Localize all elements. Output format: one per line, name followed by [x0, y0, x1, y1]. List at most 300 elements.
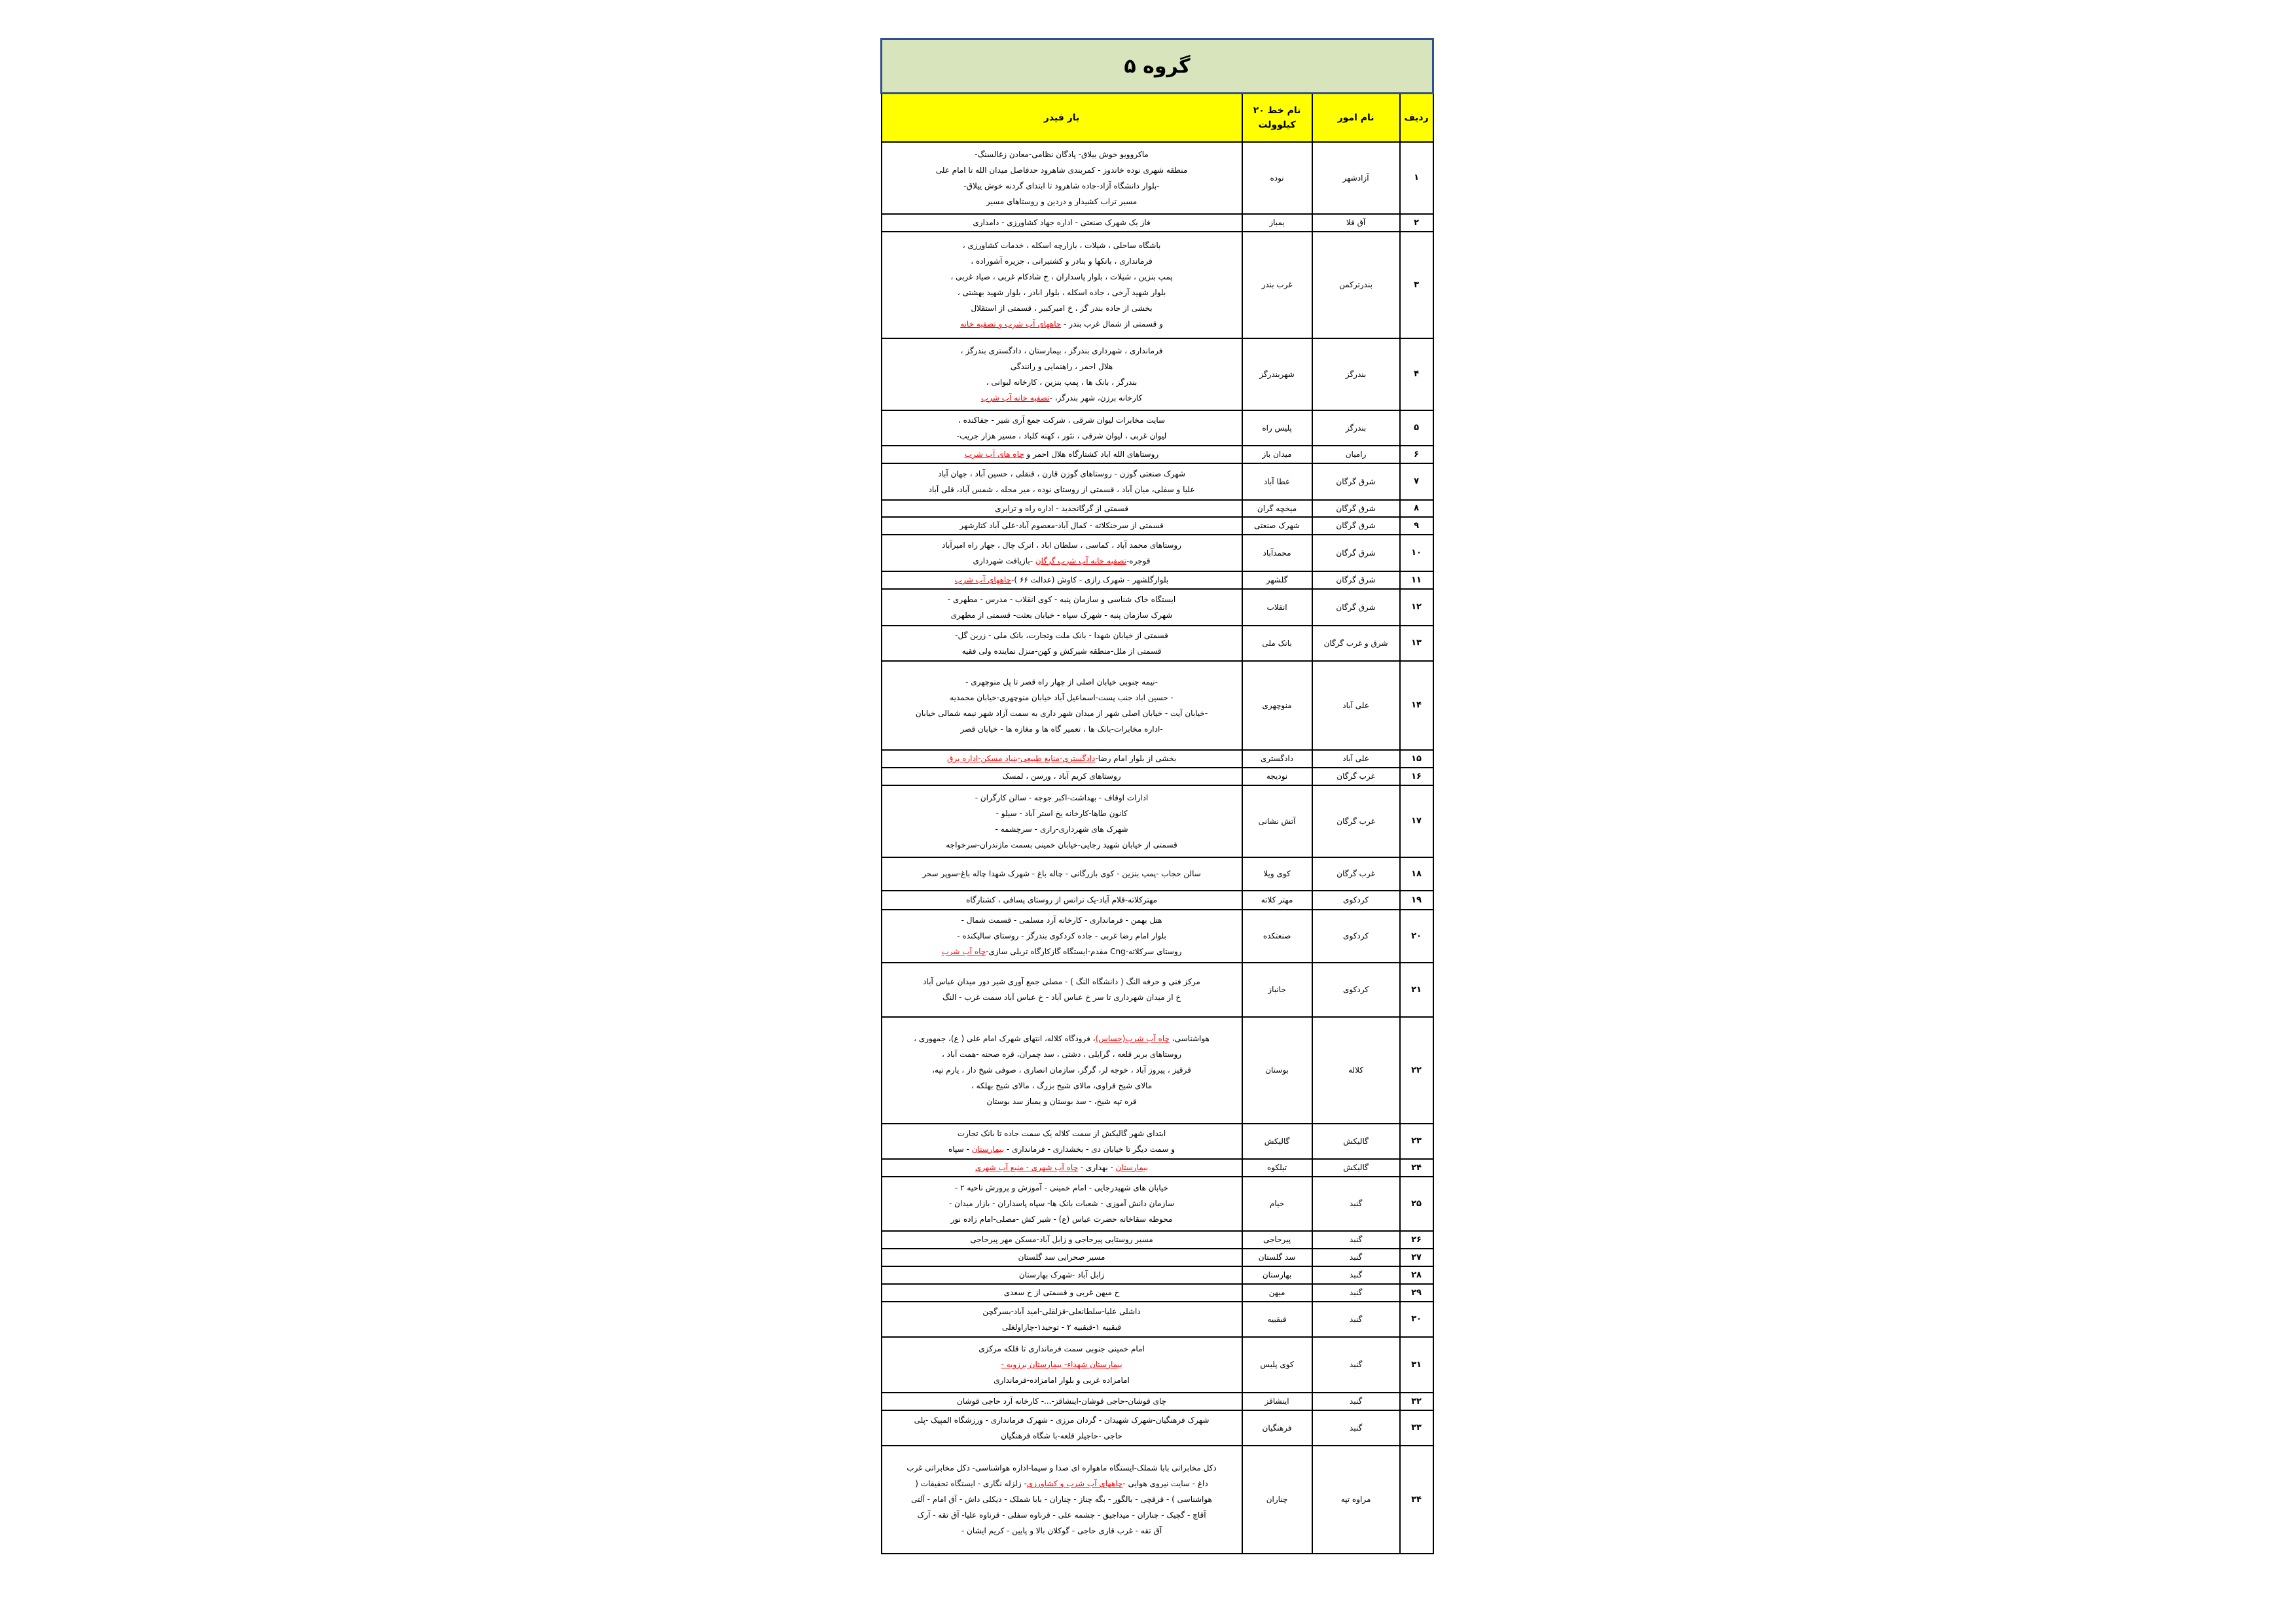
line-name: نودیجه [1242, 768, 1312, 785]
feeder-line [885, 553, 1239, 569]
affairs-name: مراوه تپه [1312, 1446, 1400, 1554]
feeder-line [885, 1211, 1239, 1227]
line-name: شهربندرگز [1242, 338, 1312, 410]
row-number: ۱۶ [1400, 768, 1433, 785]
line-name: سد گلستان [1242, 1249, 1312, 1266]
feeder-line [885, 194, 1239, 209]
feeder-text: خ میهن غربی و قسمتی از خ سعدی [1003, 1288, 1120, 1297]
feeder-load [882, 1266, 1242, 1284]
affairs-name: گنبد [1312, 1177, 1400, 1231]
row-number: ۲۹ [1400, 1284, 1433, 1302]
feeder-line [885, 1046, 1239, 1062]
affairs-name: شرق گرگان [1312, 589, 1400, 626]
line-name: تیلکوه [1242, 1159, 1312, 1177]
feeder-line [885, 628, 1239, 643]
feeder-text: خ از میدان شهرداری تا سر خ عباس آباد - خ عباس آباد سمت غرب - النگ [942, 993, 1181, 1002]
table-row [882, 1302, 1433, 1337]
feeder-line [885, 1428, 1239, 1444]
header-line-name: نام خط ۲۰ کیلوولت [1242, 94, 1312, 142]
highlighted-text: چاه آب شرب(حساس) [1095, 1034, 1170, 1043]
affairs-name: بندرترکمن [1312, 232, 1400, 338]
feeder-line [885, 1491, 1239, 1507]
affairs-name: کردکوی [1312, 963, 1400, 1017]
table-row [882, 785, 1433, 857]
feeder-load [882, 1393, 1242, 1410]
feeder-line [885, 944, 1239, 959]
feeder-line [885, 316, 1239, 332]
line-name: عطا آباد [1242, 463, 1312, 500]
feeder-text: بخشی از بلوار امام رضا- [1095, 754, 1177, 763]
row-number: ۲۴ [1400, 1159, 1433, 1177]
feeder-line [885, 705, 1239, 721]
line-name: شهرک صنعتی [1242, 517, 1312, 535]
affairs-name: کلاله [1312, 1017, 1400, 1124]
table-row [882, 535, 1433, 571]
feeder-line [885, 1062, 1239, 1078]
feeder-text: هلال احمر ، راهنمایی و رانندگی [1010, 361, 1113, 371]
highlighted-text: دادگستری-منابع طبیعی-بنیاد مسکن-اداره برق [947, 754, 1096, 763]
table-row [882, 891, 1433, 910]
feeder-load [882, 589, 1242, 626]
table-row [882, 1231, 1433, 1249]
feeder-text: فرمانداری ، بانکها و بنادر و کشتیرانی ، جزیره آشوراده ، [971, 257, 1153, 266]
feeder-text: کانون طاها-کارخانه یخ استر آباد - سیلو - [996, 808, 1128, 818]
affairs-name: گنبد [1312, 1266, 1400, 1284]
feeder-text: روستاهای الله اباد کشتارگاه هلال احمر و [1024, 450, 1159, 459]
feeder-text: -خیابان آیت - خیابان اصلی شهر از میدان شهر داری به سمت آزاد شهر نیمه شمالی خیابان [915, 708, 1208, 718]
line-name: منوچهری [1242, 661, 1312, 750]
feeder-line [885, 990, 1239, 1005]
feeder-line [885, 928, 1239, 944]
feeder-text: هواشناسی، [1169, 1034, 1210, 1043]
feeder-line [885, 912, 1239, 928]
table-row [882, 1177, 1433, 1231]
feeder-line [885, 1031, 1239, 1046]
header-row [882, 94, 1433, 142]
affairs-name: غرب گرگان [1312, 768, 1400, 785]
row-number: ۲۰ [1400, 910, 1433, 963]
line-name: بوستان [1242, 1017, 1312, 1124]
line-name: یمباز [1242, 214, 1312, 232]
affairs-name: علی آباد [1312, 661, 1400, 750]
feeder-line [885, 482, 1239, 497]
feeder-text: حاجی -حاجیلر قلعه-با شگاه فرهنگیان [1001, 1431, 1122, 1440]
feeder-line [885, 162, 1239, 178]
feeder-load [882, 626, 1242, 661]
table-row [882, 1017, 1433, 1124]
row-number: ۲۸ [1400, 1266, 1433, 1284]
table-row [882, 857, 1433, 891]
feeder-line [885, 1341, 1239, 1357]
table-row [882, 517, 1433, 535]
line-name: نوده [1242, 142, 1312, 214]
highlighted-text: چاه آب شرب [941, 947, 986, 956]
feeder-line [885, 537, 1239, 553]
feeder-load [882, 446, 1242, 463]
feeder-text: شهرک صنعتی گوزن - روستاهای گوزن قارن ، قنقلی ، حسین آباد ، جهان آباد [938, 469, 1185, 478]
feeder-text: منطقه شهری نوده خاندوز - کمربندی شاهرود حدفاصل میدان الله تا امام علی [935, 165, 1188, 175]
row-number: ۳۰ [1400, 1302, 1433, 1337]
affairs-name: غرب گرگان [1312, 785, 1400, 857]
feeder-text: سالن حجاب -پمپ بنزین - کوی بازرگانی - چاله باغ - شهرک شهدا چاله باغ-سوپر سحر [922, 869, 1201, 878]
feeder-text: فاز یک شهرک صنعتی - اداره جهاد کشاورزی - دامداری [973, 218, 1151, 227]
feeder-text: سایت مخابرات لیوان شرقی ، شرکت جمع آری شیر - جفاکنده ، [958, 415, 1166, 425]
table-row [882, 589, 1433, 626]
feeder-line [885, 1126, 1239, 1141]
feeder-load [882, 338, 1242, 410]
feeder-line [885, 790, 1239, 806]
affairs-name: رامیان [1312, 446, 1400, 463]
feeder-text: مرکز فنی و حرفه النگ ( دانشگاه النگ ) - مصلی جمع آوری شیر دور میدان عباس آباد [923, 977, 1200, 986]
table-row [882, 214, 1433, 232]
feeder-line [885, 592, 1239, 607]
feeder-load [882, 963, 1242, 1017]
feeder-text: مسیر صحرایی سد گلستان [1018, 1253, 1105, 1262]
feeder-text: ایستگاه خاک شناسی و سازمان پنبه - کوی انقلاب - مدرس - مطهری - [947, 594, 1176, 604]
feeder-load [882, 891, 1242, 910]
feeder-line [885, 178, 1239, 194]
feeder-line [885, 1460, 1239, 1476]
table-body [882, 142, 1433, 1554]
highlighted-text: تصفیه خانه آب شرب گرگان [1035, 556, 1126, 565]
feeder-load [882, 857, 1242, 891]
row-number: ۱۵ [1400, 750, 1433, 768]
row-number: ۲۶ [1400, 1231, 1433, 1249]
row-number: ۱۸ [1400, 857, 1433, 891]
feeder-text: چای قوشان-حاجی قوشان-اینشاقز-...- کارخانه آرد حاجی قوشان [957, 1397, 1167, 1406]
line-name: کوی پلیس [1242, 1337, 1312, 1393]
table-row [882, 571, 1433, 589]
row-number: ۸ [1400, 500, 1433, 517]
feeder-text: خیابان های شهیدرجایی - امام خمینی - آموزش و پرورش ناحیه ۲ - [954, 1183, 1169, 1192]
header-affairs-name: نام امور [1312, 94, 1400, 142]
table-row [882, 463, 1433, 500]
feeder-line [885, 390, 1239, 406]
table-row [882, 661, 1433, 750]
feeder-line [885, 751, 1239, 766]
title-row [882, 39, 1433, 94]
line-name: اینشاقز [1242, 1393, 1312, 1410]
header-feeder-load: بار فیدر [882, 94, 1242, 142]
feeder-line [885, 1507, 1239, 1523]
affairs-name: گنبد [1312, 1231, 1400, 1249]
feeder-text: قسمتی از گرگانجدید - اداره راه و ترابری [995, 503, 1128, 513]
affairs-name: کردکوی [1312, 910, 1400, 963]
feeder-text: -اداره مخابرات-بانک ها ، تعمیر گاه ها و مغازه ها - خیابان قصر [960, 724, 1163, 734]
feeder-text: - حسین اباد جنب پست-اسماعیل آباد خیابان منوچهری-خیابان محمدیه [950, 692, 1174, 702]
feeder-text: قسمتی از خیابان شهید رجایی-خیابان خمینی بسمت مازندران-سرخواجه [946, 840, 1177, 849]
line-name: گلشهر [1242, 571, 1312, 589]
feeder-line [885, 1078, 1239, 1094]
feeder-line [885, 572, 1239, 588]
row-number: ۲۱ [1400, 963, 1433, 1017]
affairs-name: گنبد [1312, 1410, 1400, 1446]
feeder-line [885, 285, 1239, 300]
feeder-text: ابتدای شهر گالیکش از سمت کلاله یک سمت جاده تا بانک تجارت [957, 1128, 1166, 1138]
feeder-line [885, 721, 1239, 737]
feeder-text: بلوار شهید آرخی ، جاده اسکله ، بلوار ابادر ، بلوار شهید بهشتی ، [957, 288, 1166, 297]
feeder-line [885, 215, 1239, 230]
table-row [882, 1284, 1433, 1302]
feeder-line [885, 1523, 1239, 1539]
row-number: ۱۷ [1400, 785, 1433, 857]
row-number: ۳ [1400, 232, 1433, 338]
feeder-text: -بلوار دانشگاه آزاد-جاده شاهرود تا ابتدای گردنه خوش ییلاق- [963, 181, 1160, 190]
feeder-text: امامزاده غربی و بلوار امامزاده-فرمانداری [994, 1376, 1130, 1385]
table-row [882, 910, 1433, 963]
affairs-name: بندرگز [1312, 410, 1400, 446]
feeder-line [885, 1412, 1239, 1428]
feeder-text: فرمانداری ، شهرداری بندرگز ، بیمارستان ، دادگستری بندرگز ، [960, 346, 1163, 355]
affairs-name: گنبد [1312, 1249, 1400, 1266]
affairs-name: شرق گرگان [1312, 500, 1400, 517]
affairs-name: علی آباد [1312, 750, 1400, 768]
feeder-load [882, 142, 1242, 214]
feeder-load [882, 910, 1242, 963]
feeder-line [885, 374, 1239, 390]
highlighted-text: بیمارستان شهداء- بیمارستان برزویه - [1001, 1360, 1122, 1369]
feeder-line [885, 974, 1239, 990]
line-name: مهتر کلاته [1242, 891, 1312, 910]
affairs-name: بندرگز [1312, 338, 1400, 410]
table-row [882, 1410, 1433, 1446]
feeder-line [885, 674, 1239, 690]
feeder-line [885, 768, 1239, 784]
feeder-line [885, 238, 1239, 253]
line-name: محمدآباد [1242, 535, 1312, 571]
highlighted-text: تصفیه خانه آب شرب [980, 393, 1050, 402]
table-row [882, 768, 1433, 785]
row-number: ۷ [1400, 463, 1433, 500]
feeder-line [885, 1196, 1239, 1211]
row-number: ۹ [1400, 517, 1433, 535]
feeder-text: مسیر تراب کشیدار و دردین و روستاهای مسیر [986, 196, 1138, 206]
feeder-load [882, 661, 1242, 750]
table-row [882, 963, 1433, 1017]
feeder-text: ماکروویو خوش ییلاق- پادگان نظامی-معادن زغالسنگ- [975, 149, 1149, 159]
highlighted-text: چاههای آب شرب و تصفیه خانه [960, 319, 1062, 329]
feeder-load [882, 1249, 1242, 1266]
row-number: ۱۴ [1400, 661, 1433, 750]
feeder-line [885, 821, 1239, 837]
affairs-name: آزادشهر [1312, 142, 1400, 214]
line-name: میهن [1242, 1284, 1312, 1302]
feeder-text: شهرک سازمان پنبه - شهرک سپاه - خیابان بعثت- قسمتی از مطهری [950, 610, 1173, 620]
feeder-text: روستاهای کریم آباد ، ورسن ، لمسک [1002, 772, 1121, 781]
feeder-line [885, 147, 1239, 162]
row-number: ۵ [1400, 410, 1433, 446]
feeder-text: بندرگز ، بانک ها ، پمپ بنزین ، کارخانه لبوانی ، [986, 377, 1138, 387]
feeder-line [885, 1285, 1239, 1300]
feeder-text: - بهداری - [1078, 1163, 1116, 1172]
row-number: ۲۵ [1400, 1177, 1433, 1231]
feeder-text: بلوارگلشهر - شهرک رازی - کاوش (عدالت ۶۶ )- [1011, 575, 1169, 584]
group-title: گروه ۵ [882, 39, 1433, 94]
table-row [882, 1393, 1433, 1410]
feeder-line [885, 1160, 1239, 1175]
feeder-line [885, 837, 1239, 853]
feeder-text: دکل مخابراتی بابا شملک-ایستگاه ماهواره ای صدا و سیما-اداره هواشناسی- دکل مخابراتی غرب [906, 1463, 1217, 1472]
row-number: ۳۲ [1400, 1393, 1433, 1410]
feeder-text: قره تپه شیخ، - سد بوستان و یمباز سد بوستان [986, 1097, 1137, 1106]
feeder-load [882, 1446, 1242, 1554]
feeder-text: -بازیافت شهرداری [973, 556, 1035, 565]
feeder-load [882, 1231, 1242, 1249]
affairs-name: گنبد [1312, 1337, 1400, 1393]
affairs-name: گنبد [1312, 1284, 1400, 1302]
line-name: کوی ویلا [1242, 857, 1312, 891]
affairs-name: شرق و غرب گرگان [1312, 626, 1400, 661]
row-number: ۳۴ [1400, 1446, 1433, 1554]
feeder-line [885, 1232, 1239, 1247]
affairs-name: غرب گرگان [1312, 857, 1400, 891]
feeder-line [885, 343, 1239, 359]
feeder-text: و سمت دیگر تا خیابان دی - بخشداری - فرمانداری - [1004, 1144, 1175, 1154]
feeder-text: قسمتی از ملل-منطقه شیرکش و کهن-منزل نماینده ولی فقیه [961, 646, 1162, 656]
feeder-line [885, 1180, 1239, 1196]
feeder-text: هتل بهمن - فرمانداری - کارخانه آرد مسلمی - قسمت شمال - [961, 916, 1162, 925]
feeder-load [882, 463, 1242, 500]
feeder-load [882, 410, 1242, 446]
line-name: پلیس راه [1242, 410, 1312, 446]
line-name: قبقبیه [1242, 1302, 1312, 1337]
row-number: ۲۷ [1400, 1249, 1433, 1266]
feeder-load [882, 750, 1242, 768]
table-row [882, 410, 1433, 446]
feeder-text: قرقیز ، پیروز آباد ، خوجه لر، گرگر، سازمان انصاری ، صوفی شیخ داز ، یارم تپه، [932, 1065, 1191, 1075]
row-number: ۱۲ [1400, 589, 1433, 626]
feeder-line [885, 300, 1239, 316]
feeder-table [880, 38, 1434, 1554]
feeder-text: شهرک فرهنگیان-شهرک شهیدان - گردان مرزی - شهرک فرمانداری - ورزشگاه المپیک -پلی [914, 1415, 1210, 1425]
line-name: صنعتکده [1242, 910, 1312, 963]
line-name: غرب بندر [1242, 232, 1312, 338]
row-number: ۱۱ [1400, 571, 1433, 589]
highlighted-text: بیمارستان [1115, 1163, 1149, 1172]
line-name: انقلاب [1242, 589, 1312, 626]
feeder-text: مهترکلاته-قلام آباد-یک ترانس از روستای پسافی ، کشتارگاه [965, 895, 1158, 904]
feeder-line [885, 446, 1239, 462]
feeder-line [885, 1249, 1239, 1265]
feeder-text: کارخانه برزن، شهر بندرگز، - [1049, 393, 1143, 402]
feeder-load [882, 1017, 1242, 1124]
affairs-name: شرق گرگان [1312, 463, 1400, 500]
affairs-name: گالیکش [1312, 1159, 1400, 1177]
line-name: پیرحاجی [1242, 1231, 1312, 1249]
table-row [882, 626, 1433, 661]
feeder-line [885, 1141, 1239, 1157]
row-number: ۲ [1400, 214, 1433, 232]
feeder-line [885, 269, 1239, 285]
highlighted-text: بیمارستان [971, 1144, 1005, 1154]
feeder-text: قسمتی از خیابان شهدا - بانک ملت وتجارت، بانک ملی - زرین گل- [955, 630, 1168, 640]
highlighted-text: چاههای آب شرب [954, 575, 1011, 584]
feeder-text: آقاچ - گچیک - چناران - میداجیق - چشمه علی - قرناوه سفلی - قرناوه علیا- آق تقه - آرک [917, 1510, 1206, 1520]
line-name: آتش نشانی [1242, 785, 1312, 857]
feeder-load [882, 535, 1242, 571]
feeder-text: زابل آباد -شهرک بهارستان [1018, 1270, 1105, 1279]
feeder-text: و قسمتی از شمال غرب بندر - [1061, 319, 1163, 329]
feeder-load [882, 768, 1242, 785]
line-name: بانک ملی [1242, 626, 1312, 661]
feeder-line [885, 1319, 1239, 1335]
feeder-load [882, 517, 1242, 535]
document-page [880, 38, 1432, 1554]
feeder-load [882, 1284, 1242, 1302]
highlighted-text: چاه آب شهری - منبع آب شهری [975, 1163, 1079, 1172]
feeder-load [882, 214, 1242, 232]
table-row [882, 750, 1433, 768]
feeder-text: - زلزله نگاری - ایستگاه تحقیقات ( [915, 1479, 1027, 1488]
feeder-load [882, 785, 1242, 857]
feeder-load [882, 500, 1242, 517]
feeder-text: داشلی علیا-سلطانعلی-قزلقلی-امید آباد-بسرگچن [982, 1306, 1141, 1316]
feeder-line [885, 892, 1239, 908]
highlighted-text: چاههای آب شرب و کشاورزی [1026, 1479, 1123, 1488]
feeder-line [885, 607, 1239, 623]
row-number: ۲۲ [1400, 1017, 1433, 1124]
feeder-text: لیوان غربی ، لیوان شرقی ، نئور ، کهنه کلباد ، مسیر هزار جریب- [956, 431, 1167, 440]
feeder-line [885, 1304, 1239, 1319]
row-number: ۳۱ [1400, 1337, 1433, 1393]
feeder-line [885, 466, 1239, 482]
affairs-name: آق قلا [1312, 214, 1400, 232]
feeder-text: -نیمه جنوبی خیابان اصلی از چهار راه قصر تا پل منوچهری - [965, 677, 1158, 687]
feeder-line [885, 1372, 1239, 1388]
row-number: ۱ [1400, 142, 1433, 214]
feeder-line [885, 643, 1239, 659]
row-number: ۱۳ [1400, 626, 1433, 661]
feeder-line [885, 1094, 1239, 1109]
table-row [882, 142, 1433, 214]
feeder-text: آق تقه - غرب قاری حاجی - گوکلان بالا و پایین - کریم ایشان - [961, 1526, 1162, 1535]
table-row [882, 1249, 1433, 1266]
table-row [882, 1337, 1433, 1393]
table-row [882, 1266, 1433, 1284]
feeder-text: ادارات اوقاف - بهداشت-اکبر جوجه - سالن کارگران - [975, 793, 1149, 802]
feeder-text: محوطه سقاخانه حضرت عباس (ع) - شیر کش -مصلی-امام زاده نور [950, 1215, 1173, 1224]
table-row [882, 338, 1433, 410]
affairs-name: گنبد [1312, 1302, 1400, 1337]
row-number: ۴ [1400, 338, 1433, 410]
feeder-text: سازمان دانش آموزی - شعبات بانک ها- سپاه پاسداران - بازار میدان - [948, 1199, 1175, 1208]
feeder-line [885, 1476, 1239, 1491]
feeder-line [885, 1267, 1239, 1283]
row-number: ۲۳ [1400, 1124, 1433, 1159]
feeder-text: پمپ بنزین ، شیلات ، بلوار پاسداران ، خ شادکام غربی ، صیاد غربی ، [950, 272, 1173, 281]
row-number: ۶ [1400, 446, 1433, 463]
affairs-name: گالیکش [1312, 1124, 1400, 1159]
table-row [882, 1446, 1433, 1554]
feeder-text: قسمتی از سرخنکلاته - کمال آباد-معصوم آباد-علی آباد کتارشهر [960, 521, 1164, 530]
row-number: ۳۳ [1400, 1410, 1433, 1446]
feeder-text: بخشی از جاده بندر گز ، خ امیرکبیر ، قسمتی از استقلال [971, 304, 1153, 313]
feeder-text: باشگاه ساحلی ، شیلات ، بازارچه اسکله ، خدمات کشاورزی ، [962, 241, 1161, 250]
feeder-text: علیا و سفلی، میان آباد ، قسمتی از روستای نوده ، میر محله ، شمس آباد، قلی آباد [928, 484, 1195, 494]
affairs-name: کردکوی [1312, 891, 1400, 910]
feeder-line [885, 866, 1239, 882]
feeder-load [882, 1177, 1242, 1231]
feeder-text: مسیر روستایی پیرحاجی و زابل آباد-مسکن مهر پیرحاجی [970, 1235, 1153, 1244]
feeder-line [885, 359, 1239, 374]
feeder-load [882, 1410, 1242, 1446]
line-name: بهارستان [1242, 1266, 1312, 1284]
line-name: فرهنگیان [1242, 1410, 1312, 1446]
feeder-text: هواشناسی ) - قرقچی - بالگور - بگه چناز - چناران - بابا شملک - دیکلی داش - آق امام - آلتی [911, 1495, 1212, 1504]
feeder-line [885, 428, 1239, 444]
feeder-load [882, 1124, 1242, 1159]
affairs-name: شرق گرگان [1312, 517, 1400, 535]
